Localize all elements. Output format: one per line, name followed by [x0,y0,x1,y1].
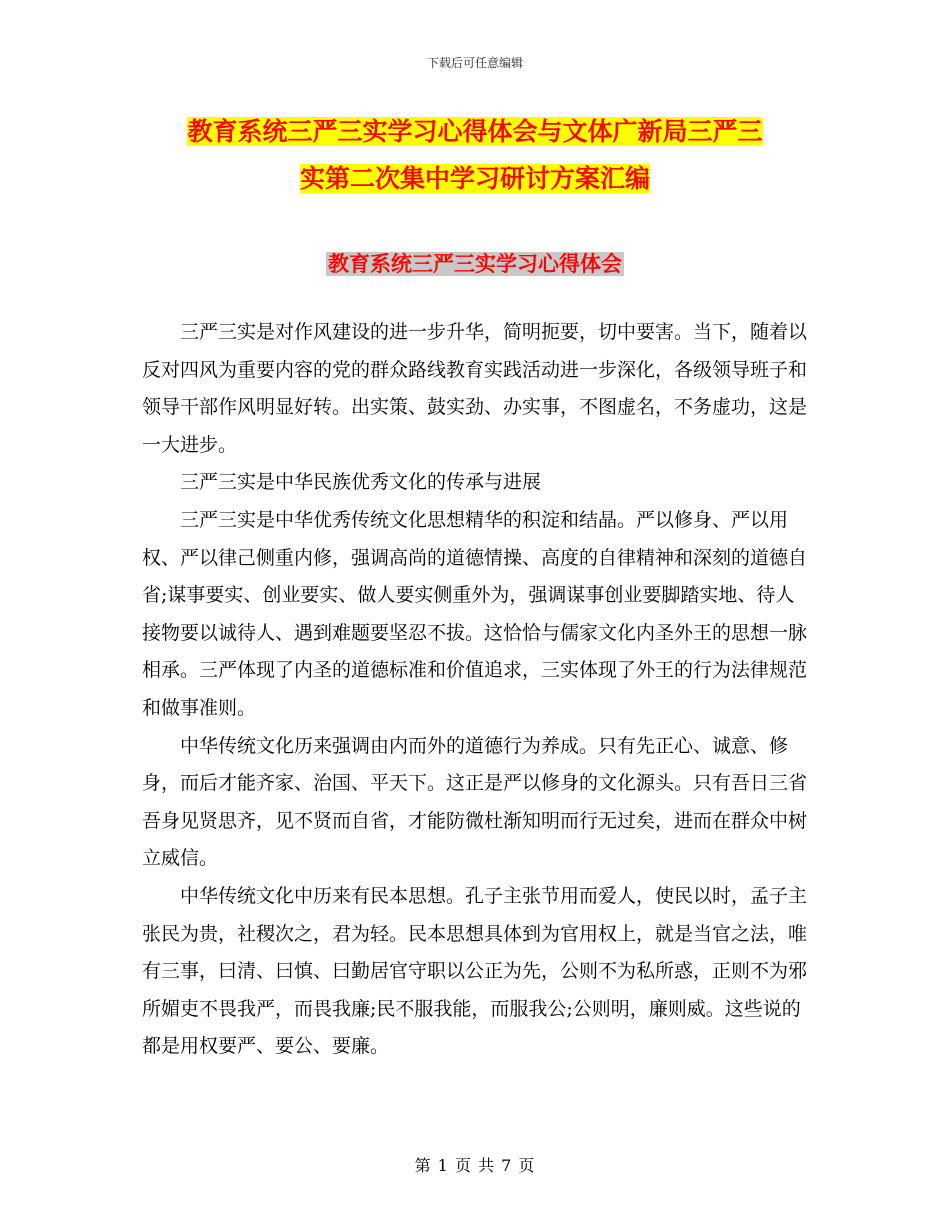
paragraph: 三严三实是中华优秀传统文化思想精华的积淀和结晶。严以修身、严以用权、严以律己侧重内修，强调高尚的道德情操、高度的自律精神和深刻的道德自省;谋事要实、创业要实、做人要实侧重外为，强调谋事创业要脚踏实地、待人接物要以诚待人、遇到难题要坚忍不拔。这恰恰与儒家文化内圣外王的思想一脉相承。三严体现了内圣的道德标准和价值追求，三实体现了外王的行为法律规范和做事准则。 [142,508,808,719]
document-body [142,314,810,1066]
paragraph: 三严三实是对作风建设的进一步升华，简明扼要，切中要害。当下，随着以反对四风为重要内容的党的群众路线教育实践活动进一步深化，各级领导班子和领导干部作风明显好转。出实策、鼓实劲、办实事，不图虚名，不务虚功，这是一大进步。 [142,321,808,456]
document-title-line-1: 教育系统三严三实学习心得体会与文体广新局三严三 [187,117,763,146]
section-title-text: 教育系统三严三实学习心得体会 [328,252,622,276]
paragraph: 中华传统文化中历来有民本思想。孔子主张节用而爱人，使民以时，孟子主张民为贵，社稷次之，君为轻。民本思想具体到为官用权上，就是当官之法，唯有三事，曰清、曰慎、曰勤居官守职以公正为先，公则不为私所惑，正则不为邪所媚吏不畏我严，而畏我廉;民不服我能，而服我公;公则明，廉则威。这些说的都是用权要严、要公、要廉。 [142,884,808,1058]
page-footer: 第 1 页 共 7 页 [414,1156,536,1175]
header-note: 下载后可任意编辑 [426,56,523,70]
document-title-line-2: 实第二次集中学习研讨方案汇编 [299,164,650,193]
paragraph: 三严三实是中华民族优秀文化的传承与进展 [180,471,542,494]
paragraph: 中华传统文化历来强调由内而外的道德行为养成。只有先正心、诚意、修身，而后才能齐家、治国、平天下。这正是严以修身的文化源头。只有吾日三省吾身见贤思齐，见不贤而自省，才能防微杜渐知明而行无过矣，进而在群众中树立威信。 [142,734,808,870]
document-title [170,108,780,202]
section-title [0,248,950,280]
